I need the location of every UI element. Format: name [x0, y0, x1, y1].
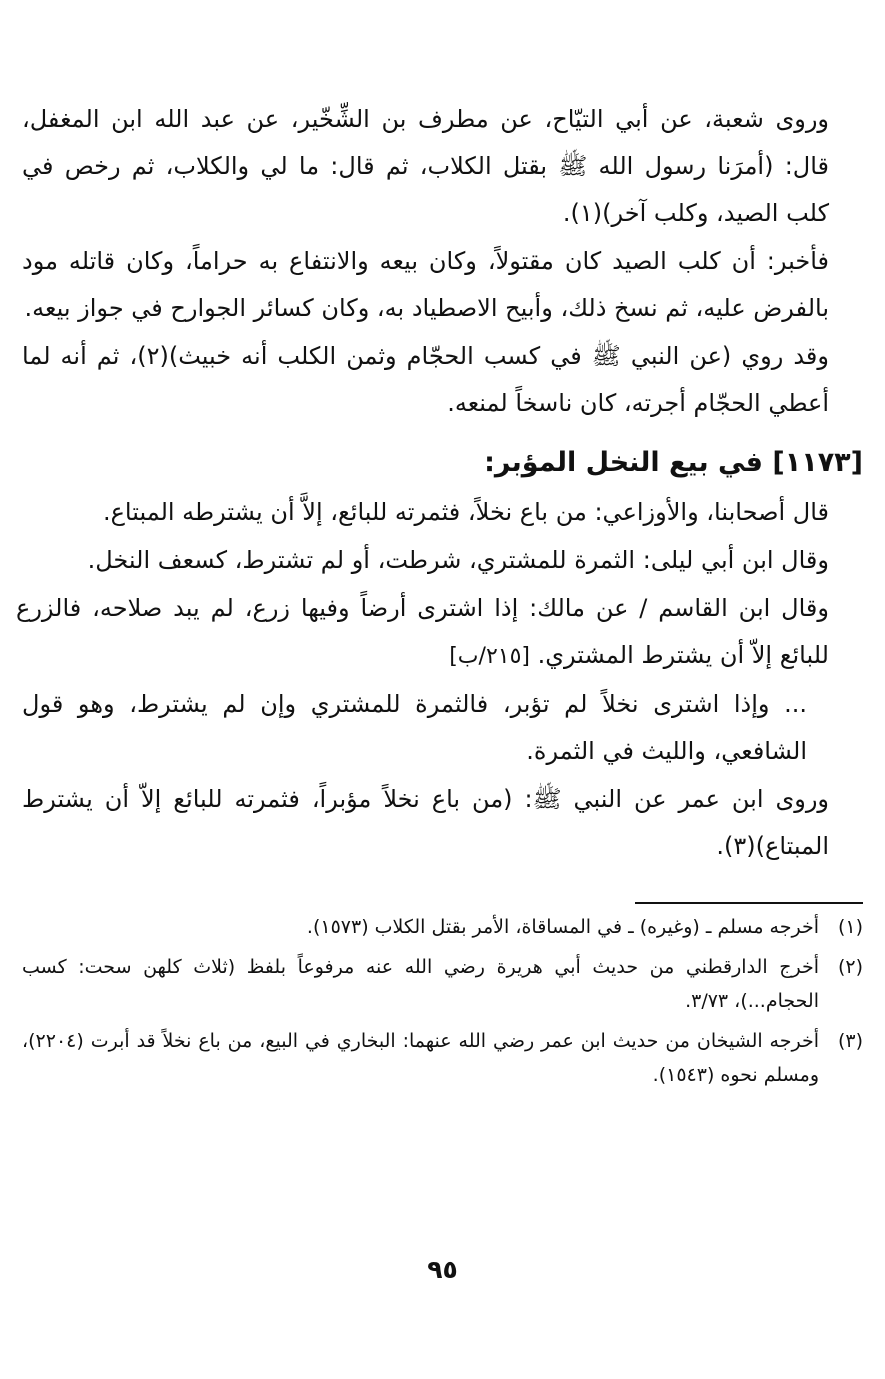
manuscript-folio-marker: [٢١٥/ب] — [449, 644, 530, 669]
page-number: ٩٥ — [427, 1255, 458, 1284]
paragraph-ibn-umar-narration: وروى ابن عمر عن النبي ﷺ: (من باع نخلاً مؤبراً، فثمرته للبائع إلاّ أن يشترط المبتاع)(٣). — [22, 785, 829, 860]
footnote-number: (١) — [837, 916, 863, 938]
footnote-text: أخرجه الشيخان من حديث ابن عمر رضي الله عنهما: البخاري في البيع، من باع نخلاً قد أبرت (٢٢٠٤)، ومسلم نحوه (١٥٤٣). — [22, 1030, 819, 1086]
paragraph-cupper-earnings: وقد روي (عن النبي ﷺ في كسب الحجّام وثمن الكلب أنه خبيث)(٢)، ثم أنه لما أعطي الحجّام أجرته، كان ناسخاً لمنعه. — [22, 342, 829, 417]
paragraph-ibn-abi-layla: وقال ابن أبي ليلى: الثمرة للمشتري، شرطت، أو لم تشترط، كسعف النخل. — [87, 546, 829, 574]
section-heading: [١١٧٣] في بيع النخل المؤبر: — [484, 447, 863, 478]
footnote-item — [22, 950, 863, 1018]
footnote-number: (٢) — [837, 956, 863, 978]
paragraph-unpollinated-palms: ... وإذا اشترى نخلاً لم تؤبر، فالثمرة للمشتري وإن لم يشترط، وهو قول الشافعي، والليث في الثمرة. — [22, 690, 807, 765]
paragraph-companions-opinion: قال أصحابنا، والأوزاعي: من باع نخلاً، فثمرته للبائع، إلاَّ أن يشترطه المبتاع. — [102, 498, 829, 526]
footnotes — [22, 910, 863, 1092]
footnote-item — [22, 910, 863, 944]
footnote-text: أخرج الدارقطني من حديث أبي هريرة رضي الله عنه مرفوعاً بلفظ (ثلاث كلهن سحت: كسب الحجام...)، ٣/٧٣. — [22, 956, 819, 1012]
main-text — [16, 96, 863, 870]
footnote-item — [22, 1024, 863, 1092]
footnote-text: أخرجه مسلم ـ (وغيره) ـ في المساقاة، الأمر بقتل الكلاب (١٥٧٣). — [306, 916, 819, 938]
paragraph-ibn-al-qasim-text: وقال ابن القاسم / عن مالك: إذا اشترى أرضاً وفيها زرع، لم يبد صلاحه، فالزرع للبائع إلاّ أن يشترط المشتري. — [16, 594, 829, 669]
paragraph-ibn-al-qasim — [16, 585, 863, 680]
footnote-separator — [635, 902, 863, 904]
paragraph-shuba-narration: وروى شعبة، عن أبي التيّاح، عن مطرف بن الشِّخّير، عن عبد الله ابن المغفل، قال: (أمرَنا رسول الله ﷺ بقتل الكلاب، ثم قال: ما لي والكلاب، ثم رخص في كلب الصيد، وكلب آخر)(١). — [22, 105, 829, 227]
footnote-number: (٣) — [837, 1030, 863, 1052]
paragraph-abrogation-hunting-dog: فأخبر: أن كلب الصيد كان مقتولاً، وكان بيعه والانتفاع به حراماً، وكان قاتله مود بالفرض عليه، ثم نسخ ذلك، وأبيح الاصطياد به، وكان كسائر الجوارح في جواز بيعه. — [22, 247, 829, 322]
